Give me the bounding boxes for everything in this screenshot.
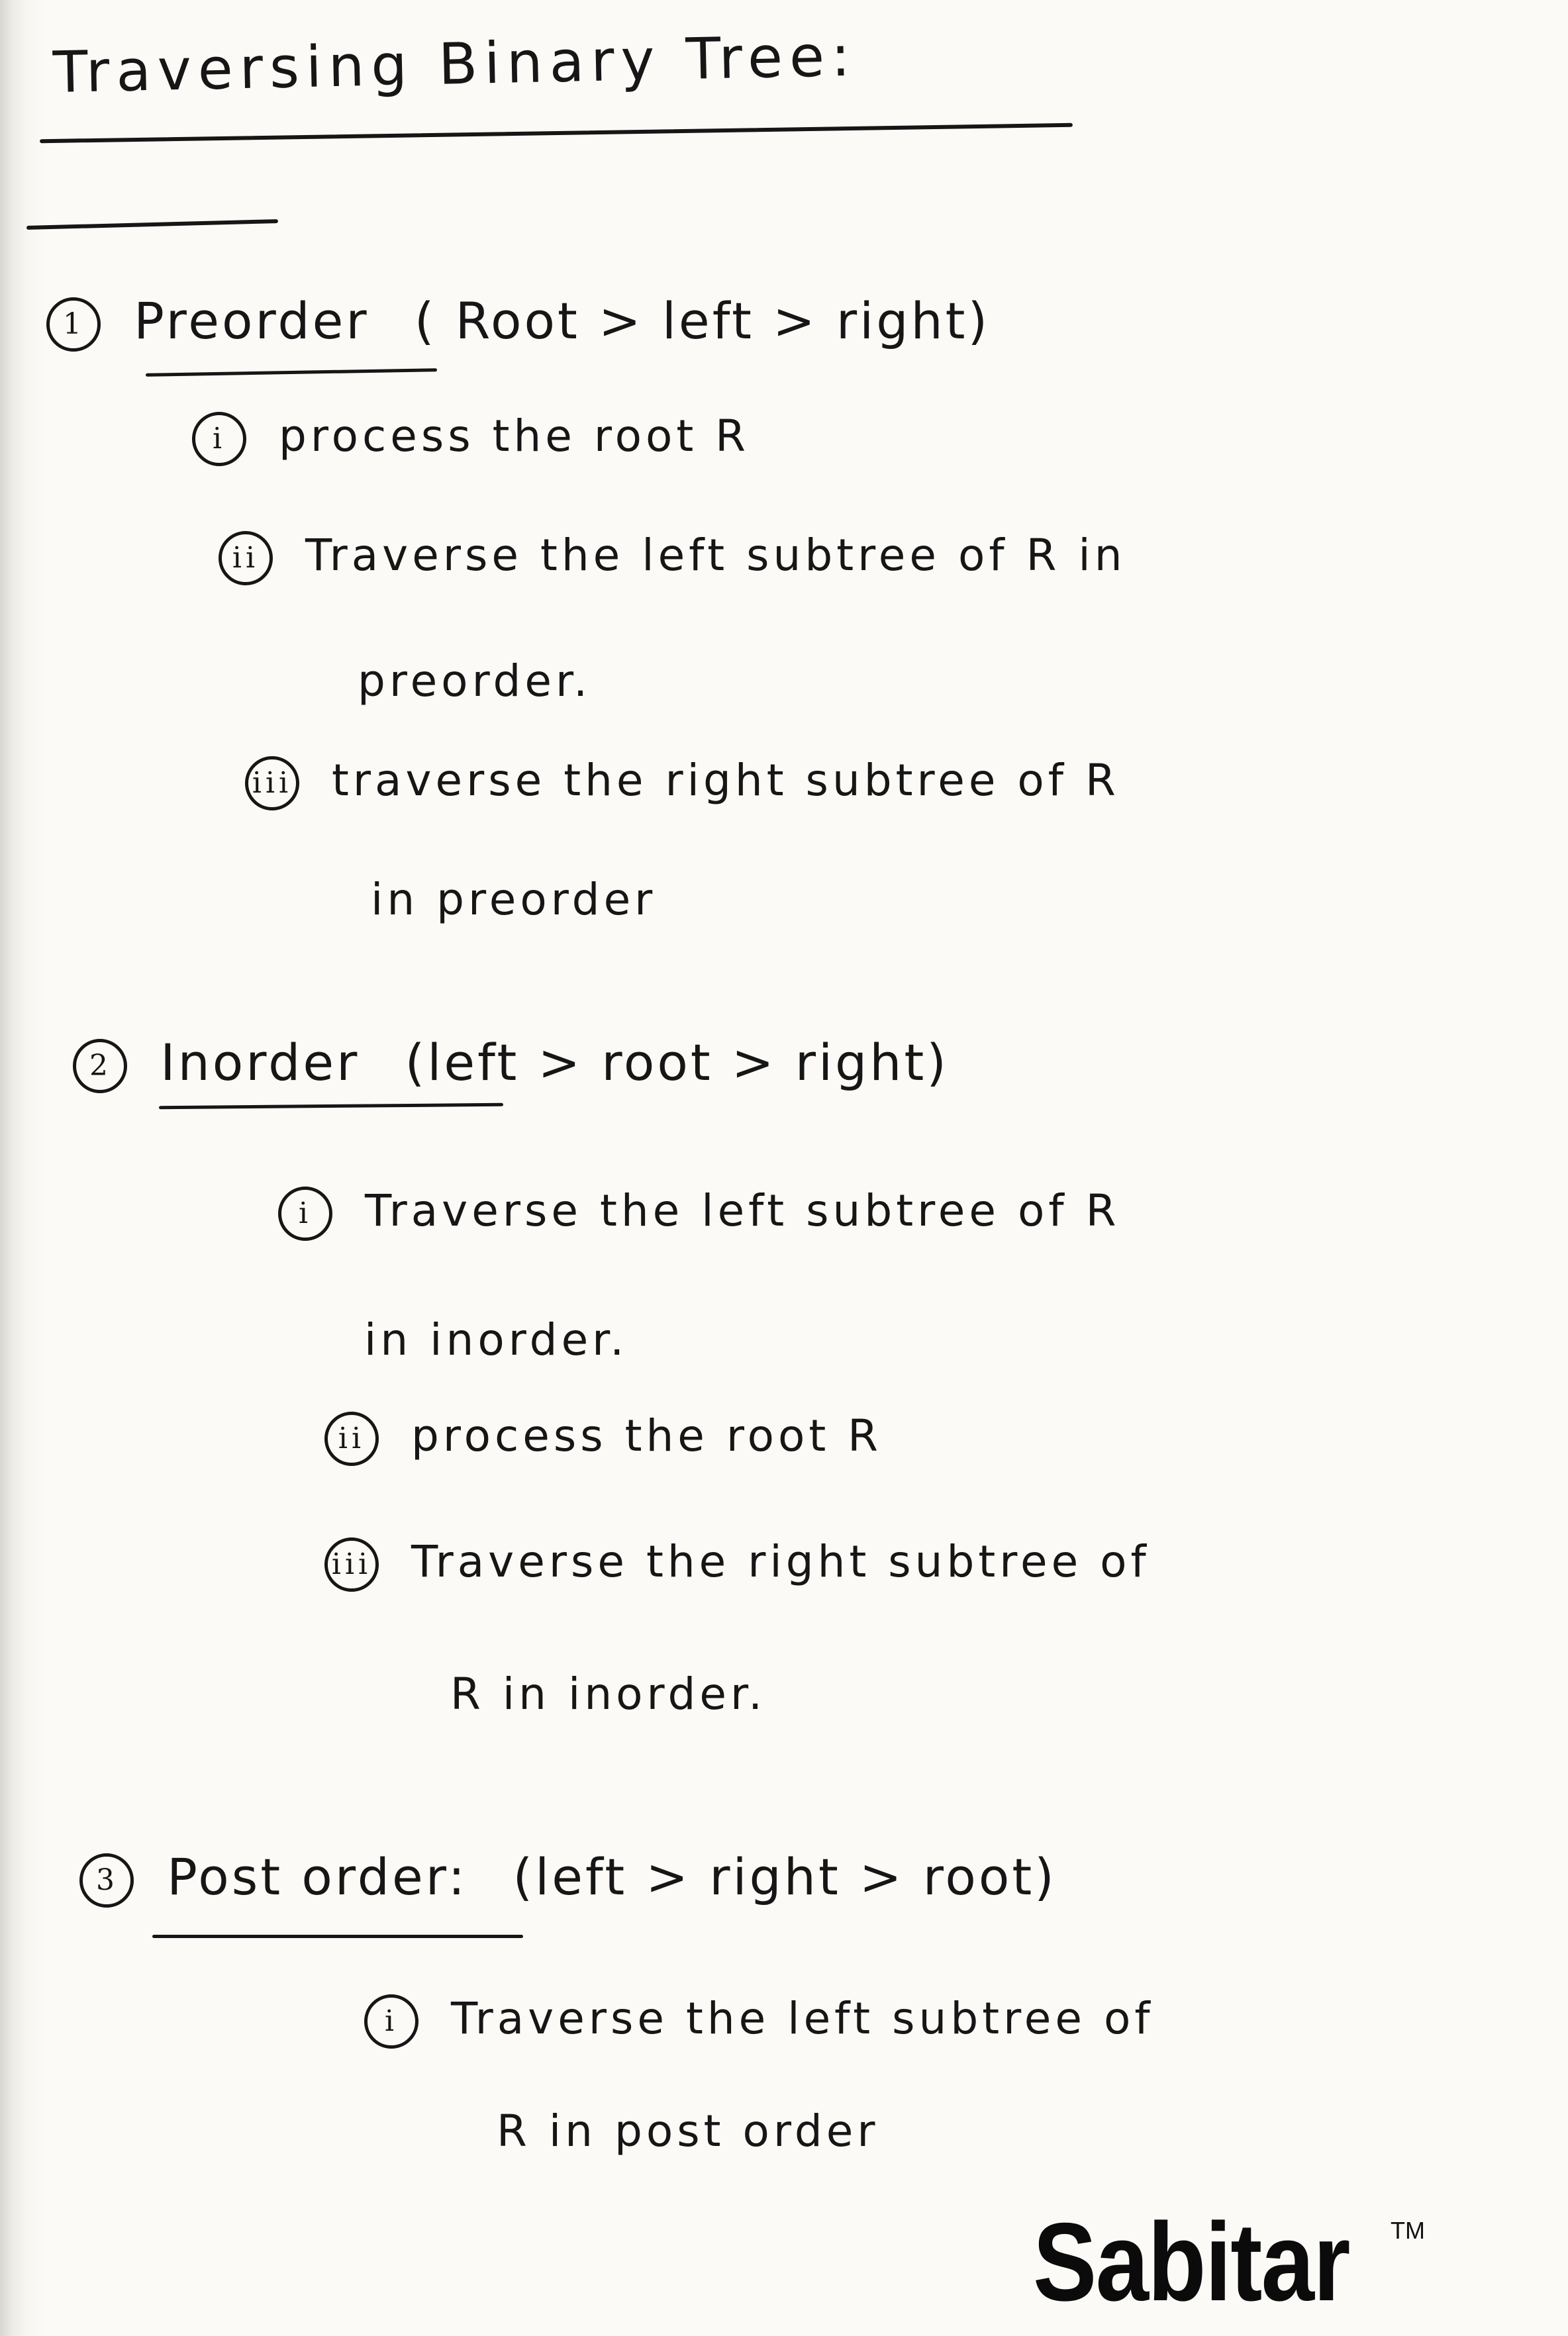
section-number-badge: 3 xyxy=(79,1853,134,1908)
step-numeral-badge: ii xyxy=(219,531,273,585)
section-heading-underline xyxy=(159,1103,503,1110)
section-heading-label: Post order: xyxy=(167,1847,468,1906)
step-text-continued: R in inorder. xyxy=(450,1669,767,1720)
step-numeral-badge: iii xyxy=(324,1537,379,1592)
inorder-step-2 xyxy=(324,1410,882,1466)
step-text-continued: in inorder. xyxy=(364,1314,628,1365)
trademark-symbol: TM xyxy=(1391,2217,1425,2244)
section-number-badge: 1 xyxy=(46,297,101,352)
postorder-step-1 xyxy=(364,1993,1154,2049)
section-heading-underline xyxy=(152,1935,523,1938)
page-title xyxy=(52,23,858,106)
step-text: process the root R xyxy=(411,1410,883,1461)
section-preorder-heading xyxy=(46,291,990,352)
inorder-step-3-continued xyxy=(450,1669,766,1720)
preorder-step-2 xyxy=(219,530,1126,585)
step-text-continued: preorder. xyxy=(358,656,592,706)
inorder-step-1-continued xyxy=(364,1314,628,1365)
traversal-order: ( Root > left > right) xyxy=(414,291,991,350)
preorder-step-1 xyxy=(192,411,750,466)
title-underline-2 xyxy=(26,219,278,230)
step-text-continued: R in post order xyxy=(497,2106,879,2157)
section-number-badge: 2 xyxy=(73,1039,127,1093)
step-text: Traverse the left subtree of R xyxy=(364,1185,1120,1236)
step-numeral-badge: ii xyxy=(324,1412,379,1466)
step-numeral-badge: i xyxy=(278,1187,332,1241)
step-numeral-badge: i xyxy=(192,412,246,466)
sabitar-watermark: Sabitar xyxy=(1033,2200,1349,2324)
step-text: Traverse the right subtree of xyxy=(411,1536,1150,1587)
title-underline xyxy=(40,123,1073,144)
step-text: traverse the right subtree of R xyxy=(331,755,1120,806)
preorder-step-2-continued xyxy=(358,656,591,706)
section-inorder-heading xyxy=(73,1033,949,1093)
section-heading-label: Preorder xyxy=(134,291,369,350)
page-title-text: Traversing Binary Tree: xyxy=(52,23,858,106)
section-postorder-heading xyxy=(79,1847,1057,1908)
step-text: Traverse the left subtree of xyxy=(450,1993,1154,2044)
section-heading-label: Inorder xyxy=(160,1033,360,1092)
step-text: Traverse the left subtree of R in xyxy=(305,530,1126,581)
preorder-step-3-continued xyxy=(371,874,656,925)
step-numeral-badge: iii xyxy=(245,756,299,810)
step-text: process the root R xyxy=(278,411,750,462)
step-text-continued: in preorder xyxy=(371,874,657,925)
traversal-order: (left > root > right) xyxy=(405,1033,949,1092)
postorder-step-1-continued xyxy=(497,2106,879,2157)
preorder-step-3 xyxy=(245,755,1120,810)
section-heading-underline xyxy=(146,368,437,377)
inorder-step-1 xyxy=(278,1185,1120,1241)
step-numeral-badge: i xyxy=(364,1994,418,2049)
inorder-step-3 xyxy=(324,1536,1150,1592)
traversal-order: (left > right > root) xyxy=(513,1847,1057,1906)
